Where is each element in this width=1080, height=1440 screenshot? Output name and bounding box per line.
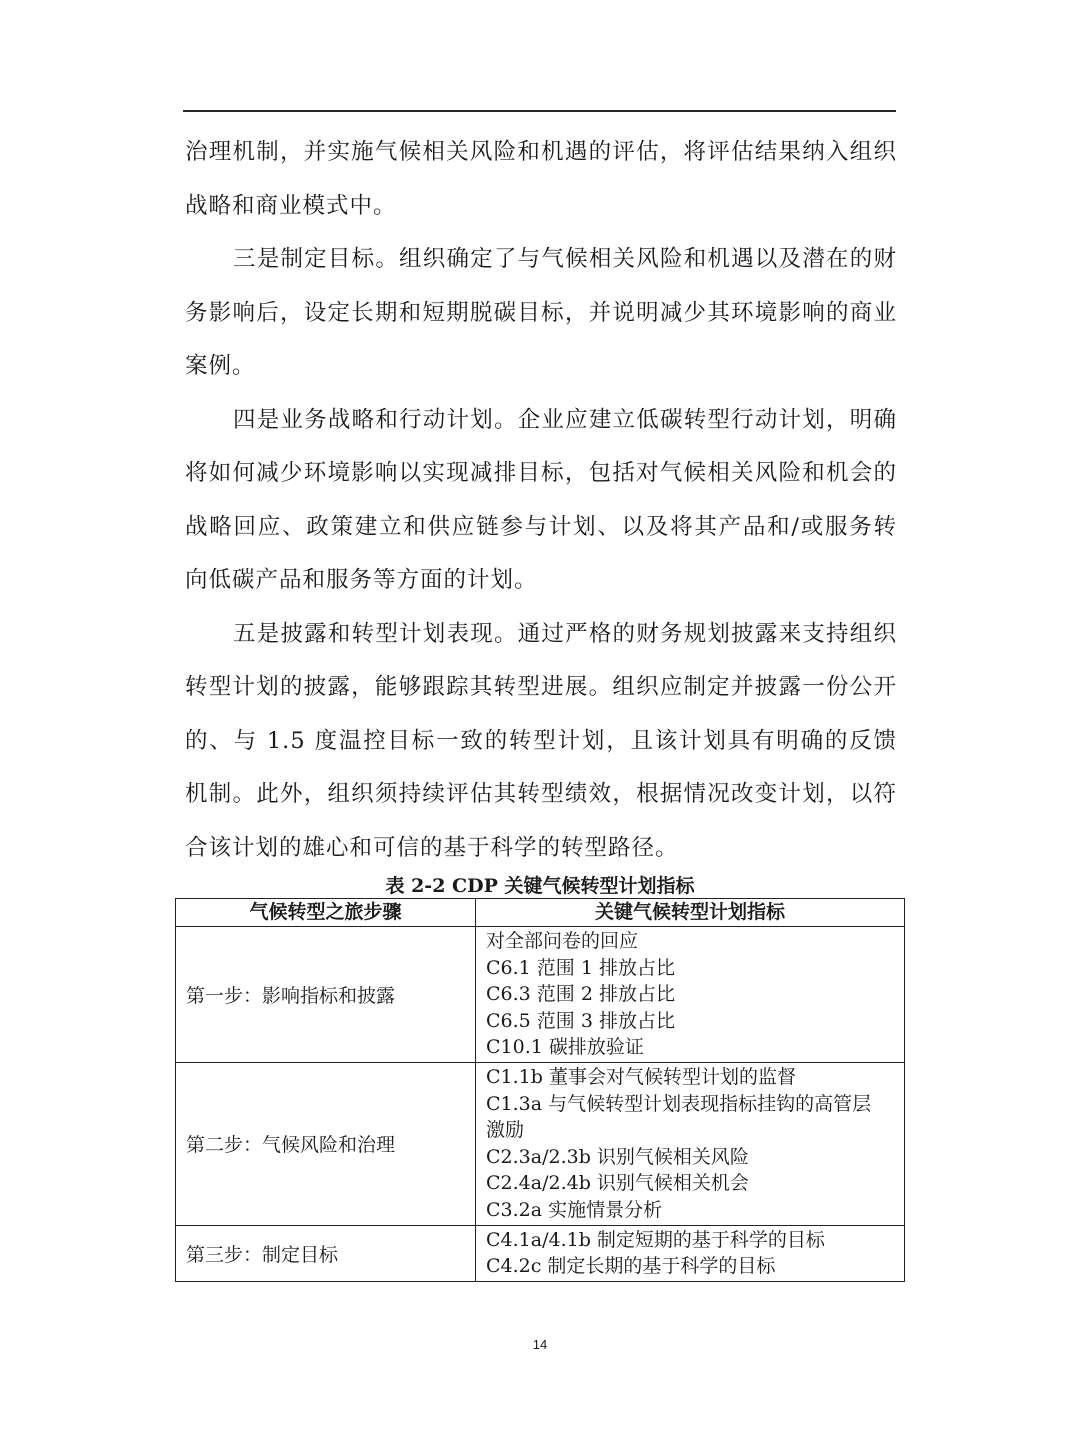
indicator-item: C1.1b 董事会对气候转型计划的监督	[486, 1065, 796, 1088]
step-cell: 第二步：气候风险和治理	[176, 1062, 476, 1225]
table-row	[176, 927, 905, 1063]
indicator-item: C4.1a/4.1b 制定短期的基于科学的目标	[486, 1228, 825, 1251]
indicator-cell	[476, 1225, 905, 1281]
header-rule	[183, 110, 896, 112]
paragraph: 五是披露和转型计划表现。通过严格的财务规划披露来支持组织转型计划的披露，能够跟踪其转型进展。组织应制定并披露一份公开的、与 1.5 度温控目标一致的转型计划，且该计划具有明确的反馈机制。此外，组织须持续评估其转型绩效，根据情况改变计划，以符合该计划的雄心和可信的基于科学的转型路径。	[185, 620, 897, 861]
indicator-item: C3.2a 实施情景分析	[486, 1198, 663, 1221]
indicator-item: C4.2c 制定长期的基于科学的目标	[486, 1255, 776, 1278]
table-row	[176, 1062, 905, 1225]
step-cell: 第三步：制定目标	[176, 1225, 476, 1281]
table-header-row	[176, 899, 905, 927]
step-cell: 第一步：影响指标和披露	[176, 927, 476, 1063]
indicator-cell	[476, 1062, 905, 1225]
column-header-step: 气候转型之旅步骤	[176, 899, 476, 927]
paragraph: 四是业务战略和行动计划。企业应建立低碳转型行动计划，明确将如何减少环境影响以实现减排目标，包括对气候相关风险和机会的战略回应、政策建立和供应链参与计划、以及将其产品和/或服务转向低碳产品和服务等方面的计划。	[185, 406, 897, 593]
indicator-item: C6.5 范围 3 排放占比	[486, 1009, 675, 1032]
indicator-item: C6.3 范围 2 排放占比	[486, 983, 675, 1006]
paragraph: 三是制定目标。组织确定了与气候相关风险和机遇以及潜在的财务影响后，设定长期和短期脱碳目标，并说明减少其环境影响的商业案例。	[185, 246, 897, 379]
indicator-item: 对全部问卷的回应	[486, 930, 639, 952]
indicator-item: C1.3a 与气候转型计划表现指标挂钩的高管层	[486, 1092, 872, 1115]
indicator-cell	[476, 927, 905, 1063]
indicator-item: C2.4a/2.4b 识别气候相关机会	[486, 1172, 749, 1195]
paragraph: 治理机制，并实施气候相关风险和机遇的评估，将评估结果纳入组织战略和商业模式中。	[185, 139, 897, 219]
body-text	[185, 126, 897, 875]
column-header-indicator: 关键气候转型计划指标	[476, 899, 905, 927]
indicator-table	[175, 898, 905, 1282]
indicator-item: C2.3a/2.3b 识别气候相关风险	[486, 1145, 749, 1168]
indicator-item: C6.1 范围 1 排放占比	[486, 956, 675, 979]
indicator-item: 激励	[486, 1119, 525, 1142]
table-caption: 表 2-2 CDP 关键气候转型计划指标	[385, 875, 695, 897]
table-row	[176, 1225, 905, 1281]
page-number: 14	[532, 1337, 548, 1352]
indicator-item: C10.1 碳排放验证	[486, 1036, 644, 1059]
